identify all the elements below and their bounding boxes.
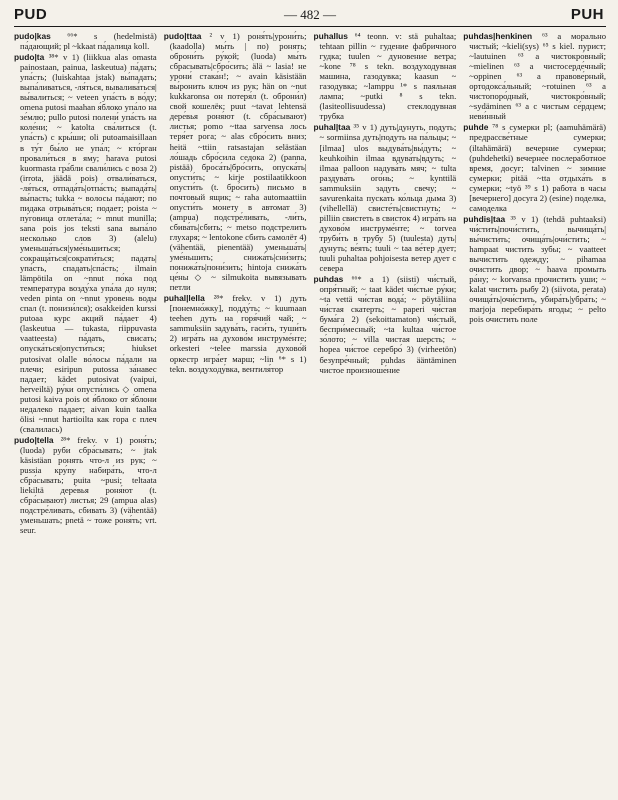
- entry-definition: ³⁵ v 1) (tehdä puhtaaksi) чи́стить|почи́стить, вычища́ть|вы́чистить; очища́ть|очи́стить; ~ hampaat чистить зубы; ~ vaatteet вычистить одежду; ~ pihamaa очистить двор; ~ haava промыть ра́ну; ~ korvansa прочистить уши; ~ kalat чистить рыбу 2) (siivota, perata) очища́ть|очи́стить, убира́ть|убра́ть; ~ marjoja перебира́ть ягоды; ~ pelto pois очистить поле: [469, 213, 606, 325]
- dictionary-entry: [164, 293, 307, 373]
- entry-definition: ⁶⁶* s (hedelmistä) па́дающий; pl ~kkaat па́далица koll.: [20, 31, 157, 52]
- entry-definition: ⁶⁶* a 1) (siisti) чи́стый, опря́тный; ~ taat kädet чи́стые ру́ки; ~ta vettä чи́стая вода́; ~ pöytäliina чи́стая скатерть; ~ paperi чи́стая бума́га 2) (sekoittamaton) чи́стый, беспри́месный; ~ta kultaa чи́стое зо́лото; ~ villa чистая шерсть; ~ hopea чи́стое серебро́ 3) (virheetön) безупре́чный; puhdas ääntäminen чистое произноше́ние: [319, 274, 457, 375]
- dictionary-entry: [463, 122, 606, 212]
- entry-headword: puhdis|taa: [463, 213, 506, 224]
- entry-headword: pudo|ttaa: [163, 31, 202, 41]
- page-header: [14, 6, 606, 27]
- entry-definition: ²⁸* frekv. v 1) дуть [понемно́жку], подду́ть; ~ kuumaan teehen дуть на горя́чий чай; ~ sammuksiin задува́ть, гаси́ть, туши́ть 2) игра́ть на духово́м инструме́нте; orkesteri ~telee marssia духово́й оркестр игра́ет марш; ~lin ⁶* s 1) tekn. воздуходу́вка, вентиля́тор: [169, 293, 307, 374]
- entry-definition: ² v 1) роня́ть|урони́ть; (kaadolla) мы́ть | по) ронять; оброни́ть ру́кой; (luoda) мы́ть сбрасывать|сбро́сить; älä ~ lasia! не урони́ стака́н!; ~ avain käsistään вы́ронить ключ из рук; hän on ~nut kukkaronsa он потеря́л (t. оброни́л) свой кошелёк; puut ~tavat lehtensä дере́вья роня́ют (t. сбра́сывают) листья; pomo ~ttaa sarvensa лось теря́ет рога; ~ alas сбро́сить вниз; heitä ~ttiin ratsastajan selästäan ло́шадь сбро́сила седока 2) (panna, pistää) броса́ть|бро́сить, опуска́ть|опусти́ть; ~ kirje postilaatikkoon опусти́ть (t. бро́сить) письмо в почтовый ящик; ~ raha automaattiin опусти́ть монету в автомат 3) (ampua) подстре́ливать, -ли́ть, сбива́ть|сбить; ~ metso подстрелить глухаря; ~ lentokone сбить самолёт 4) (vähentää, pienentää) уменьша́ть|уме́ньшить; снижа́ть|сни́зить; понижа́ть|пони́зить; hintoja снижа́ть це́ны ◇ ~ silmukoita вывязывать петли: [169, 31, 307, 293]
- dictionary-entry: [463, 214, 606, 325]
- entry-headword: puhal|lella: [163, 293, 205, 304]
- entry-definition: ⁶³ a морально чистый; ~kieli(sys) ⁶⁵ s kiel. пурист; ~lautuinen ⁶³ a чистокро́вный; ~mielinen ⁶³ a чистосерде́чный; ~oppinen ⁶³ a правове́рный, ортодокса́льный; ~rotuinen ⁶³ a чистопоро́дный, чистокро́вный; ~sydäminen ⁶³ a с чистым се́рдцем; неви́нный: [469, 31, 606, 122]
- dictionary-entry: [14, 31, 157, 51]
- dictionary-entry: [314, 274, 457, 374]
- dictionary-entry: [463, 31, 606, 121]
- page-number: — 482 —: [284, 7, 336, 22]
- entry-headword: pudo|kas: [14, 31, 51, 41]
- dictionary-entry: [314, 31, 457, 121]
- dictionary-entry: [14, 52, 157, 434]
- column-1: [14, 31, 157, 797]
- dictionary-entry: [164, 31, 307, 292]
- entry-headword: pudo|tella: [14, 434, 54, 445]
- column-3: [314, 31, 457, 797]
- column-4: [463, 31, 606, 797]
- column-2: [164, 31, 307, 797]
- entry-definition: ³⁵ v 1) дуть|дунуть, подуть; ~ sormiinsa дуть|подуть на па́льцы; ~ [ilmaa] ulos выдува́ть|вы́дуть; ~ keuhkoihin ilmaa вдува́ть|вдуть; ~ ilmaa palloon надува́ть мяч; ~ tulta раздува́ть ого́нь; ~ kynttilä sammuksiin задуть свечу; ~ savurenkaita пускать ко́льца дыма 3) (vihellellä) свисте́ть|свистнуть; ~ pilliin свистеть в свисток 4) игра́ть на духово́м инструме́нте; ~ torvea труби́ть в трубу 5) (tuulesta) дуть|дунуть; ве́ять; tuuli ~ taa ве́тер дует; tuuli puhaltaa pohjoisesta ветер дует с севера: [319, 122, 457, 274]
- entry-headword: puhallus: [313, 31, 348, 41]
- entry-headword: puhdas|henkinen: [463, 31, 533, 41]
- dictionary-entry: [314, 122, 457, 273]
- entry-headword: puhde: [463, 122, 489, 133]
- entry-headword: pudo|ta: [14, 52, 45, 63]
- entry-definition: ²⁸* frekv. v 1) роня́ть; (luoda) руби сбра́сывать; ~ jtak käsistäan ронять что-л из рук; ~ pussia кру́пу набира́ть, что-л сбра́сывать; puita ~pusi; teltaata liekiltä дере́вья роня́ют (t. сбра́сывают) листья; 29 (ampua alas) подстре́ливать, сбивать 3) (vähentää) уменьшать; pnetä ~ тоже роня́ть; vrt. seur.: [20, 434, 157, 536]
- entry-definition: ⁷⁸ s сумерки pl; (aamuhämärä) предрассве́тные сумерки; (iltahämärä) вечерние сумерки; (puhdehetki) вечерне́е послеработное время, досуг; talvinen ~ зимние сумерки; pitää ~tta отдыха́ть в сумерки; ~työ ³⁹ s 1) работа в часы [вечернего] досуга 2) (esine) поделка, самоделка: [469, 122, 606, 213]
- entry-definition: ³⁸* v 1) (liikkua alas omasta painostaan, painua, laskeutua) па́дать; упа́сть; (luiskahtaa jstak) вы́падать; выпа́ливаться, -ля́ться, вывалива́ться|вы́валиться; ~ veteen упа́сть в во́ду; omena putosi maahan я́блоко упа́ло на зе́млю; pullo putosi полени́ упа́сть на коле́ни; ~ katolta сва́литься (t. упа́сть) с кры́ши; oli putoamaisillaan в ту́т бы́ло не упа́л; ~ кто́рган провали́ться в яму; harava putosi kuormasta гра́бли свали́лись с воза 2) (irrota, jäädä pois) отвали́ваться, -ля́ться, отпада́ть|отпа́сть; выпада́ть|вы́пасть; tukka ~ волосы па́дают; по пидака отрыва́ться; подает; poista ~ пу́говица отлета́ла; ~ mnut munilla; sana pois jos teksti sana выпа́ло несколько слов 3) (alelu) уменьша́ться|уме́ньшиться; сокраща́ться|сократи́ться; падать|упа́сть, спадать|спа́сть; ilmain lämpötila on ~nnut по́ка под температура возду́ха упа́ла до нуля; veden pinta on ~nnut уровень воды спал (t. понизи́лся); osakkeiden kurssi putoaa курс акций па́дает 4) (laskeutua — tukasta, riippuvasta vaatteesta) па́дать, свисать; опуска́ться|опусти́ться; hiukset putosivat olalle во́лосы па́дали на плечи; esiripun putossa за́навес падает; kädet putosivat (vaipui, herveiltä) ру́ки опусти́лись ◇ omena putosi kaiva pois ot я́блоко от я́блони недалеко па́дает; aivan kuin taalka ölisi ~nnut hartioilta как гора с плеч (свалилась): [20, 52, 157, 434]
- text-columns: [14, 31, 606, 797]
- left-guide-word: PUD: [14, 6, 48, 23]
- entry-headword: puhal|taa: [313, 122, 351, 133]
- entry-definition: ⁶⁴ teonn. v: stä puhaltaa; tehtaan pillin ~ гудение фабричного гудка; tuulen ~ дуновение ветра; ~kone ⁷⁸ s tekn. воздуходувная машина, газодувка; kaasun ~ газодувка; ~lamppu ¹* s паяльная лампа; ~putki ⁸ s tekn. (lasiteollisuudessa) стеклодувная трубка: [319, 31, 457, 122]
- entry-headword: puhdas: [313, 274, 344, 285]
- right-guide-word: PUH: [570, 6, 604, 23]
- dictionary-entry: [14, 435, 157, 535]
